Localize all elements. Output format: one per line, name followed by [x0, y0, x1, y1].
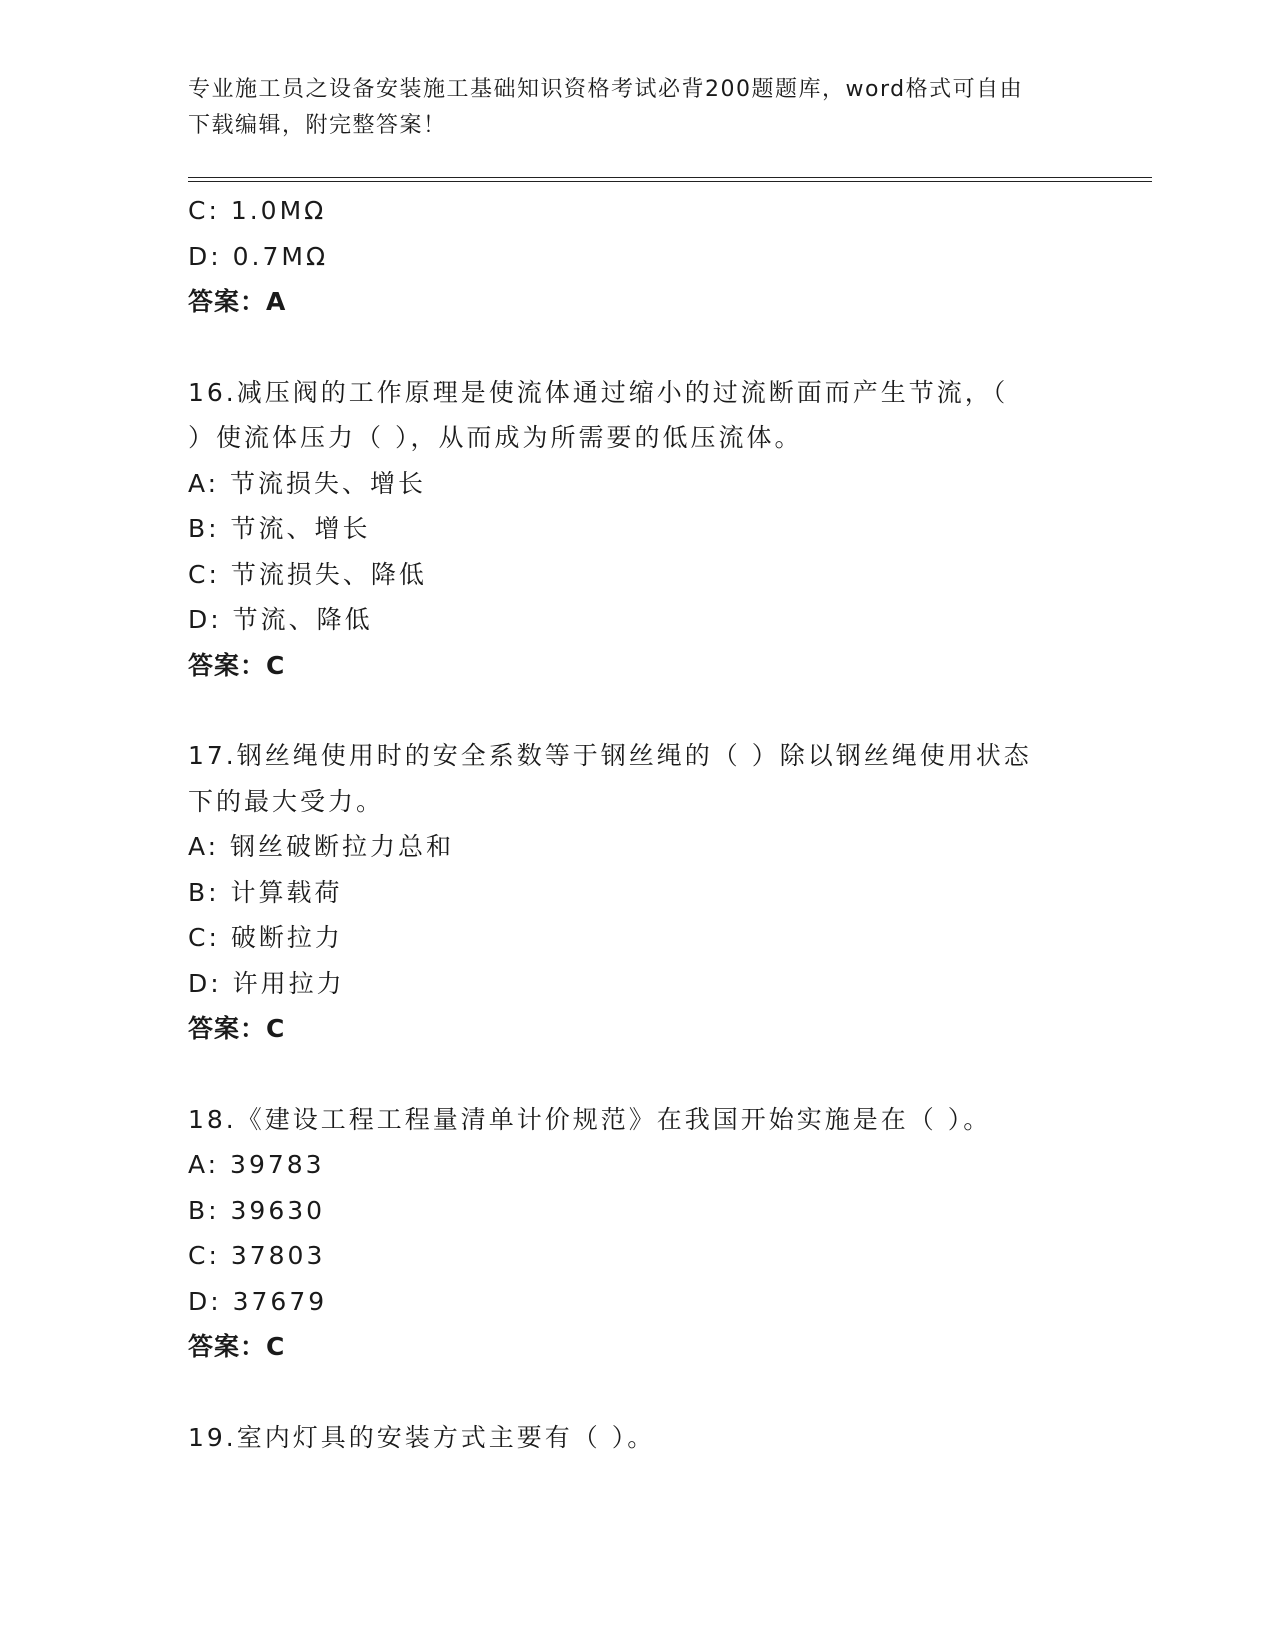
answer: 答案：C: [188, 650, 286, 680]
question-stem: 17.钢丝绳使用时的安全系数等于钢丝绳的（ ）除以钢丝绳使用状态: [188, 741, 1032, 770]
option-d: D: 许用拉力: [188, 968, 345, 998]
option-d: D: 0.7MΩ: [188, 241, 329, 271]
option-d: D: 37679: [188, 1286, 328, 1316]
question-stem: 19.室内灯具的安装方式主要有（ ）。: [188, 1422, 656, 1452]
option-b: B: 计算载荷: [188, 877, 343, 907]
question-stem: 16.减压阀的工作原理是使流体通过缩小的过流断面而产生节流，（: [188, 377, 1009, 407]
question-16: [188, 370, 1088, 689]
option-a: A: 节流损失、增长: [188, 468, 427, 498]
question-18: [188, 1097, 1088, 1370]
question-stem: 18.《建设工程工程量清单计价规范》在我国开始实施是在（ ）。: [188, 1104, 992, 1134]
answer: 答案：C: [188, 1014, 286, 1043]
option-b: B: 39630: [188, 1195, 326, 1225]
option-b: B: 节流、增长: [188, 514, 371, 543]
question-15-tail: [188, 188, 1088, 325]
header-rule-top: [188, 177, 1152, 178]
document-header: [188, 72, 1088, 144]
option-c: C: 节流损失、降低: [188, 559, 427, 589]
question-19: [188, 1415, 1088, 1461]
answer: 答案：A: [188, 287, 287, 316]
page-content: [188, 188, 1088, 1460]
option-c: C: 37803: [188, 1241, 326, 1270]
option-a: A: 钢丝破断拉力总和: [188, 832, 455, 861]
answer: 答案：C: [188, 1332, 286, 1361]
header-line-2: 下载编辑，附完整答案！: [188, 113, 447, 138]
header-line-1: 专业施工员之设备安装施工基础知识资格考试必背200题题库，word格式可自由: [188, 77, 1024, 102]
header-rule-bottom: [188, 181, 1152, 182]
question-17: [188, 733, 1088, 1052]
question-stem-continued: 下的最大受力。: [188, 786, 385, 816]
option-c: C: 破断拉力: [188, 923, 343, 952]
option-c: C: 1.0MΩ: [188, 196, 327, 225]
option-d: D: 节流、降低: [188, 605, 373, 634]
option-a: A: 39783: [188, 1150, 325, 1179]
question-stem-continued: ）使流体压力（ ），从而成为所需要的低压流体。: [188, 423, 803, 452]
